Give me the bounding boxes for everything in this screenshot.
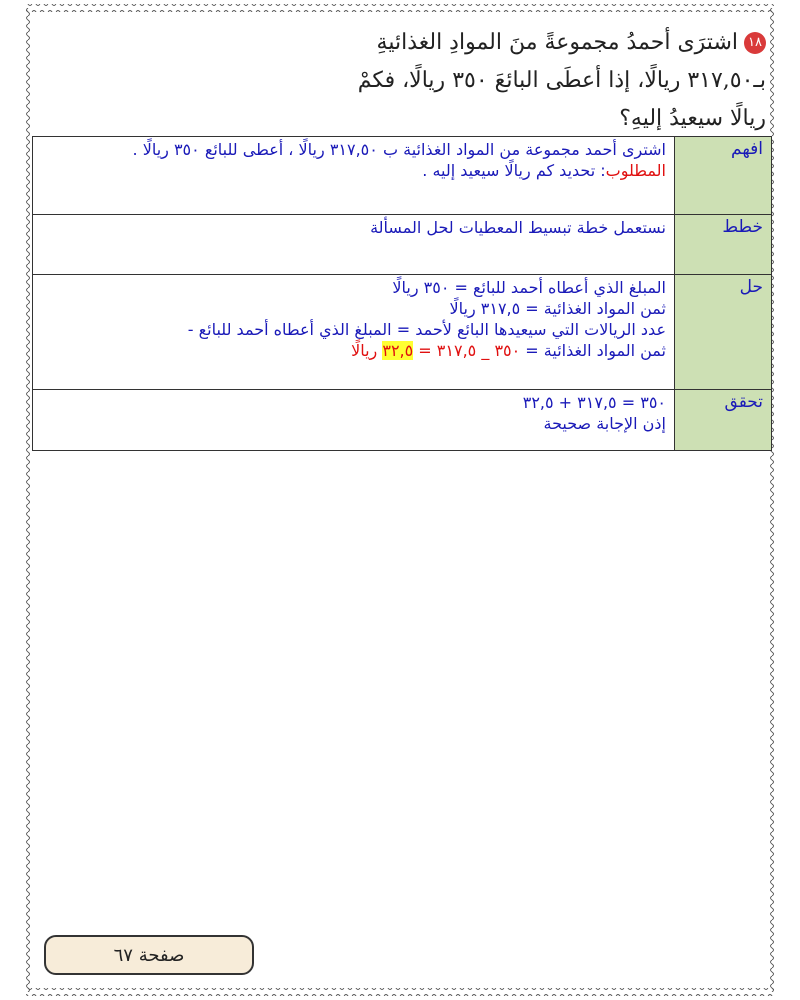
- solve-line-3: عدد الريالات التي سيعيدها البائع لأحمد = المبلغ الذي أعطاه أحمد للبائع -: [187, 320, 666, 339]
- step-content-plan: [33, 215, 675, 275]
- page-number-label: صفحة ٦٧: [113, 944, 185, 966]
- understand-required: [41, 160, 666, 181]
- solve-line-2: ثمن المواد الغذائية = ٣١٧,٥ ريالًا: [449, 299, 666, 318]
- solution-steps-table: [32, 136, 772, 451]
- step-label-understand: افهم: [675, 137, 772, 215]
- solve-answer-highlight: ٣٢,٥: [382, 341, 414, 360]
- solve-line-4-prefix: ثمن المواد الغذائية =: [520, 341, 666, 360]
- page-number-box: [44, 935, 254, 975]
- solve-answer-unit: ريالًا: [351, 341, 383, 360]
- step-row-understand: [33, 137, 772, 215]
- step-content-solve: [33, 275, 675, 390]
- step-row-check: [33, 390, 772, 451]
- problem-statement: [96, 24, 766, 138]
- understand-line-1: اشترى أحمد مجموعة من المواد الغذائية ب ٣١٧,٥٠ ريالًا ، أعطى للبائع ٣٥٠ ريالًا .: [132, 140, 666, 159]
- step-content-understand: [33, 137, 675, 215]
- step-label-solve: حل: [675, 275, 772, 390]
- step-content-check: [33, 390, 675, 451]
- required-text: : تحديد كم ريالًا سيعيد إليه .: [422, 161, 606, 180]
- step-row-plan: [33, 215, 772, 275]
- step-label-check: تحقق: [675, 390, 772, 451]
- step-label-plan: خطط: [675, 215, 772, 275]
- problem-line-2: بـ٣١٧,٥٠ ريالًا، إذا أعطَى البائعَ ٣٥٠ ريالًا، فكمْ: [357, 68, 766, 93]
- plan-line-1: نستعمل خطة تبسيط المعطيات لحل المسألة: [370, 218, 666, 237]
- problem-line-3: ريالًا سيعيدُ إليهِ؟: [619, 106, 766, 131]
- question-number-badge: ١٨: [744, 32, 766, 54]
- solve-line-1: المبلغ الذي أعطاه أحمد للبائع = ٣٥٠ ريالًا: [392, 278, 666, 297]
- check-line-1: ٣٥٠ = ٣١٧,٥ + ٣٢,٥: [522, 393, 666, 412]
- step-row-solve: [33, 275, 772, 390]
- required-label: المطلوب: [605, 161, 666, 180]
- check-line-2: إذن الإجابة صحيحة: [543, 414, 666, 433]
- solve-calculation: ٣٥٠ _ ٣١٧,٥ =: [413, 341, 521, 360]
- solve-line-4: [41, 340, 666, 361]
- problem-line-1: اشترَى أحمدُ مجموعةً منَ الموادِ الغذائيةِ: [376, 30, 738, 55]
